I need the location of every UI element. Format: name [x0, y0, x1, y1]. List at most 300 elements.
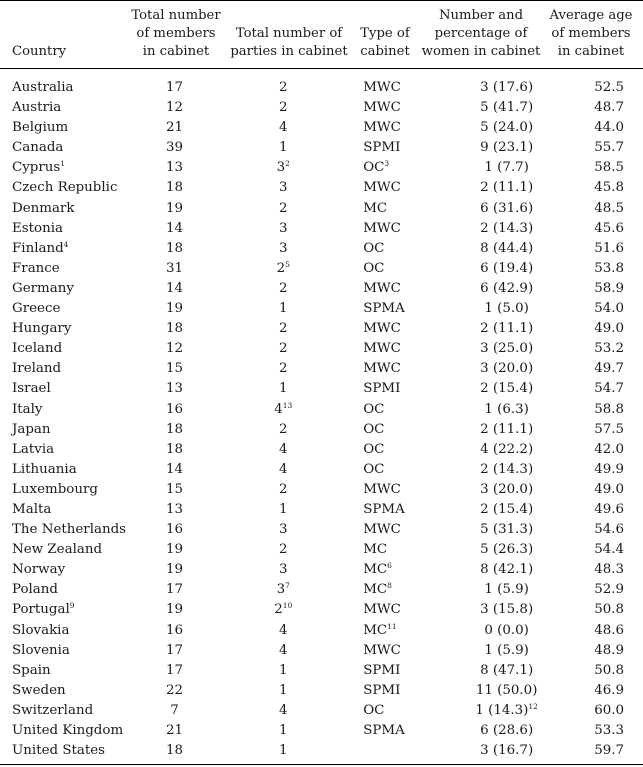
footnote-marker: 5 [285, 259, 290, 269]
cell-age-value: 49.0 [594, 321, 625, 337]
cell-women-value: 8 (42.1) [480, 562, 534, 578]
cell-type-value: OC [363, 240, 385, 256]
cell-age [575, 299, 643, 319]
cell-members [134, 199, 216, 219]
cell-type-value: OC [363, 461, 385, 477]
cell-women [438, 560, 575, 580]
cell-country [0, 661, 134, 681]
cell-age [575, 440, 643, 460]
cell-parties [215, 621, 351, 641]
header-type [355, 25, 415, 61]
cell-members-value: 13 [166, 501, 184, 517]
cell-age-value: 48.3 [594, 562, 625, 578]
cell-women-value: 5 (31.3) [480, 522, 534, 538]
cell-parties-value: 4 [279, 702, 288, 718]
cell-parties [215, 520, 351, 540]
cell-women-value: 2 (11.1) [480, 180, 534, 196]
cell-members-value: 21 [166, 723, 184, 738]
cell-women [438, 480, 575, 500]
cell-members-value: 16 [166, 622, 184, 638]
cell-parties-value: 3 [279, 522, 288, 538]
cell-parties-value: 3 [279, 180, 288, 196]
cell-country [0, 701, 134, 721]
cell-type-value: MC [363, 622, 388, 638]
cell-women-value: 0 (0.0) [484, 622, 529, 638]
header-age [544, 7, 638, 61]
cell-members-value: 16 [166, 522, 184, 538]
cell-country [0, 178, 134, 198]
cell-type [351, 158, 438, 178]
cell-women-value: 2 (11.1) [480, 321, 534, 337]
cell-type [351, 701, 438, 721]
cell-age-value: 54.0 [594, 301, 625, 317]
cell-type [351, 621, 438, 641]
table-row [0, 701, 643, 721]
cell-country [0, 721, 134, 741]
cell-parties [215, 440, 351, 460]
cell-age [575, 199, 643, 219]
cell-women-value: 1 (7.7) [484, 160, 529, 176]
cell-type-value: MWC [363, 280, 401, 296]
cell-country [0, 641, 134, 661]
cell-type-value: MWC [363, 642, 401, 658]
cell-members-value: 17 [166, 642, 184, 658]
cell-members-value: 31 [166, 260, 184, 276]
cell-women-value: 4 (22.2) [480, 441, 534, 457]
cell-parties-value: 1 [279, 381, 288, 397]
cell-parties [215, 721, 351, 741]
cell-age-value: 52.9 [594, 582, 625, 598]
cell-age-value: 49.6 [594, 501, 625, 517]
table-row [0, 540, 643, 560]
cell-women [438, 319, 575, 339]
cell-members-value: 19 [166, 200, 184, 216]
cell-age-value: 55.7 [594, 140, 625, 156]
table-body [0, 78, 643, 761]
cell-type-value: OC [363, 260, 385, 276]
cell-type [351, 359, 438, 379]
cell-members [134, 520, 216, 540]
cell-type [351, 420, 438, 440]
cell-type-value: OC [363, 160, 385, 176]
cell-parties [215, 500, 351, 520]
cell-type [351, 540, 438, 560]
cell-type [351, 219, 438, 239]
header-women [418, 7, 544, 61]
cell-age [575, 400, 643, 420]
table-row [0, 259, 643, 279]
cell-members [134, 279, 216, 299]
cell-parties [215, 199, 351, 219]
cell-parties [215, 339, 351, 359]
table-row [0, 138, 643, 158]
cell-type [351, 339, 438, 359]
cell-type-value: MC [363, 562, 388, 578]
table-row [0, 379, 643, 399]
cell-country [0, 621, 134, 641]
header-line: parties in cabinet [230, 44, 348, 59]
cell-parties-value: 1 [279, 501, 288, 517]
cell-type-value: MC [363, 200, 388, 216]
cell-women [438, 279, 575, 299]
cell-women-value: 8 (47.1) [480, 662, 534, 678]
cell-age-value: 45.6 [594, 220, 625, 236]
cell-age [575, 379, 643, 399]
cell-age [575, 641, 643, 661]
header-line: Number and [438, 8, 524, 23]
cell-women-value: 1 (5.0) [484, 301, 529, 317]
cell-country-value: Estonia [12, 220, 63, 236]
cell-parties-value: 3 [279, 240, 288, 256]
cell-women [438, 158, 575, 178]
cell-age-value: 58.5 [594, 160, 625, 176]
footnote-marker: 11 [387, 621, 397, 631]
cell-country [0, 540, 134, 560]
table-row [0, 359, 643, 379]
cell-type [351, 379, 438, 399]
cell-type [351, 560, 438, 580]
cell-members [134, 319, 216, 339]
cell-women-value: 3 (16.7) [480, 743, 534, 759]
cell-women [438, 339, 575, 359]
cell-parties-value: 1 [279, 301, 288, 317]
cell-members-value: 18 [166, 441, 184, 457]
cell-country [0, 520, 134, 540]
cell-parties-value: 1 [279, 682, 288, 698]
table-row [0, 641, 643, 661]
cell-age [575, 560, 643, 580]
cell-members-value: 14 [166, 461, 184, 477]
cell-type [351, 299, 438, 319]
cell-age [575, 520, 643, 540]
cell-age [575, 98, 643, 118]
table-row [0, 299, 643, 319]
cell-parties [215, 98, 351, 118]
cell-age [575, 600, 643, 620]
cell-country [0, 580, 134, 600]
cell-parties-value: 2 [279, 321, 288, 337]
table-row [0, 118, 643, 138]
cell-members [134, 219, 216, 239]
cell-members-value: 22 [166, 682, 184, 698]
cell-type-value: SPMA [363, 723, 405, 738]
cell-age [575, 580, 643, 600]
table-row [0, 560, 643, 580]
cell-age-value: 48.7 [594, 100, 625, 116]
cell-members [134, 98, 216, 118]
cell-parties-value: 2 [279, 280, 288, 296]
cell-age-value: 58.9 [594, 280, 625, 296]
cell-members [134, 299, 216, 319]
cell-members [134, 239, 216, 259]
cell-age [575, 219, 643, 239]
cell-type-value: SPMI [363, 662, 401, 678]
cell-women-value: 8 (44.4) [480, 240, 534, 256]
cell-members [134, 600, 216, 620]
cell-age-value: 59.7 [594, 743, 625, 759]
cell-members [134, 580, 216, 600]
cell-women [438, 741, 575, 761]
cell-women-value: 9 (23.1) [480, 140, 534, 156]
cell-women-value: 5 (24.0) [480, 120, 534, 136]
cell-age [575, 138, 643, 158]
cell-members-value: 17 [166, 662, 184, 678]
table-row [0, 721, 643, 741]
cell-age-value: 48.9 [594, 642, 625, 658]
cell-country-value: Iceland [12, 341, 63, 357]
cell-country [0, 98, 134, 118]
table-row [0, 480, 643, 500]
cell-members-value: 18 [166, 743, 184, 759]
cell-country [0, 319, 134, 339]
cell-country [0, 420, 134, 440]
cell-parties-value: 2 [279, 100, 288, 116]
cell-women [438, 661, 575, 681]
cell-parties-value: 3 [276, 160, 286, 176]
header-line: Total number [131, 8, 221, 23]
cell-women [438, 359, 575, 379]
cell-parties-value: 3 [279, 562, 288, 578]
cell-type-value: SPMI [363, 682, 401, 698]
cell-members [134, 621, 216, 641]
cell-country-value: Luxembourg [12, 481, 98, 497]
cell-country [0, 681, 134, 701]
cell-age [575, 259, 643, 279]
cell-age [575, 741, 643, 761]
cell-country-value: Canada [12, 140, 64, 156]
cell-parties-value: 4 [279, 461, 288, 477]
cell-women [438, 600, 575, 620]
footnote-marker: 4 [63, 239, 69, 249]
table-row [0, 199, 643, 219]
cell-country [0, 219, 134, 239]
footnote-marker: 2 [285, 159, 290, 169]
cell-age-value: 42.0 [594, 441, 625, 457]
cell-members [134, 741, 216, 761]
cell-parties-value: 2 [279, 542, 288, 558]
cell-age-value: 44.0 [594, 120, 625, 136]
cell-age [575, 420, 643, 440]
cell-members-value: 21 [166, 120, 184, 136]
cell-type [351, 480, 438, 500]
cell-members [134, 359, 216, 379]
cell-parties [215, 259, 351, 279]
table-row [0, 239, 643, 259]
cell-women-value: 2 (14.3) [480, 461, 534, 477]
cell-country-value: France [12, 260, 60, 276]
cell-age-value: 54.7 [594, 381, 625, 397]
cell-country-value: Portugal [12, 602, 70, 618]
table-row [0, 219, 643, 239]
table-row [0, 661, 643, 681]
cell-type [351, 138, 438, 158]
cell-parties-value: 2 [279, 421, 288, 437]
cell-country-value: Sweden [12, 682, 66, 698]
cell-type [351, 580, 438, 600]
cell-women-value: 1 (5.9) [484, 582, 529, 598]
cell-women-value: 3 (20.0) [480, 361, 534, 377]
cell-age [575, 480, 643, 500]
cell-age [575, 359, 643, 379]
cell-type [351, 741, 438, 761]
cell-age-value: 49.7 [594, 361, 625, 377]
cell-parties-value: 3 [279, 220, 288, 236]
cell-country [0, 279, 134, 299]
cell-parties [215, 158, 351, 178]
footnote-marker: 3 [384, 159, 390, 169]
cell-age-value: 51.6 [594, 240, 625, 256]
table-row [0, 339, 643, 359]
cell-parties-value: 2 [279, 200, 288, 216]
bottom-rule [0, 764, 643, 765]
cell-parties [215, 540, 351, 560]
cell-type-value: MWC [363, 100, 401, 116]
cell-women [438, 199, 575, 219]
cell-members-value: 18 [166, 180, 184, 196]
cell-type-value: SPMI [363, 140, 401, 156]
cell-type [351, 199, 438, 219]
header-line: in cabinet [557, 44, 625, 59]
cell-age-value: 50.8 [594, 662, 625, 678]
cell-type [351, 98, 438, 118]
cell-type-value: OC [363, 401, 385, 417]
cell-women-value: 5 (26.3) [480, 542, 534, 558]
cell-parties [215, 219, 351, 239]
table-row [0, 621, 643, 641]
cell-women-value: 6 (19.4) [480, 260, 534, 276]
cell-age [575, 460, 643, 480]
cell-members [134, 641, 216, 661]
cell-women [438, 440, 575, 460]
cell-women-value: 1 (14.3) [475, 702, 529, 718]
cell-parties-value: 1 [279, 140, 288, 156]
footnote-marker: 7 [285, 581, 290, 591]
cell-country [0, 259, 134, 279]
cell-members-value: 15 [166, 481, 184, 497]
cell-age [575, 701, 643, 721]
cell-parties-value: 2 [276, 260, 286, 276]
cell-members [134, 661, 216, 681]
cell-women-value: 11 (50.0) [475, 682, 538, 698]
footnote-marker: 10 [282, 601, 293, 611]
cell-country [0, 440, 134, 460]
header-line: Country [12, 44, 67, 59]
cell-parties [215, 641, 351, 661]
cell-parties [215, 460, 351, 480]
cell-members-value: 13 [166, 160, 184, 176]
table-row [0, 681, 643, 701]
cell-women-value: 5 (41.7) [480, 100, 534, 116]
table-row [0, 319, 643, 339]
cell-women-value: 1 (6.3) [484, 401, 529, 417]
cell-members [134, 78, 216, 98]
cell-type-value: SPMA [363, 301, 405, 317]
cell-country [0, 78, 134, 98]
cell-country-value: Switzerland [12, 702, 94, 718]
cell-country-value: Ireland [12, 361, 62, 377]
cell-members [134, 701, 216, 721]
table-row [0, 440, 643, 460]
cell-women-value: 6 (28.6) [480, 723, 534, 738]
cell-country-value: The Netherlands [12, 522, 127, 538]
cell-type-value: MC [363, 542, 388, 558]
cell-women [438, 701, 575, 721]
cell-parties [215, 239, 351, 259]
table-row [0, 279, 643, 299]
table-row [0, 741, 643, 761]
cell-country [0, 500, 134, 520]
cell-country-value: Norway [12, 562, 66, 578]
cell-age-value: 54.4 [594, 542, 625, 558]
cell-country-value: Poland [12, 582, 58, 598]
cell-age [575, 661, 643, 681]
cell-age [575, 279, 643, 299]
cell-parties-value: 1 [279, 723, 288, 738]
cell-type [351, 460, 438, 480]
cell-women [438, 520, 575, 540]
header-members [126, 7, 226, 61]
cell-members-value: 15 [166, 361, 184, 377]
cell-parties [215, 118, 351, 138]
cell-country-value: Greece [12, 301, 61, 317]
cell-country [0, 741, 134, 761]
cell-type-value: MWC [363, 602, 401, 618]
cell-age [575, 239, 643, 259]
cell-parties-value: 2 [279, 80, 288, 95]
cell-age [575, 721, 643, 741]
cell-country-value: Cyprus [12, 160, 61, 176]
cell-type [351, 178, 438, 198]
header-line: of members [551, 26, 631, 41]
table-row [0, 178, 643, 198]
header-rule [0, 68, 643, 69]
cell-country-value: New Zealand [12, 542, 103, 558]
footnote-marker: 9 [69, 601, 75, 611]
footnote-marker: 6 [387, 561, 392, 571]
cell-members [134, 480, 216, 500]
cell-country-value: Belgium [12, 120, 69, 136]
cell-age [575, 681, 643, 701]
cell-country-value: Italy [12, 401, 43, 417]
cell-members [134, 460, 216, 480]
cell-age [575, 158, 643, 178]
table-row [0, 158, 643, 178]
cell-age [575, 540, 643, 560]
cell-women [438, 239, 575, 259]
cell-country-value: United States [12, 743, 106, 759]
cell-women [438, 540, 575, 560]
cell-parties [215, 379, 351, 399]
cell-members [134, 118, 216, 138]
cell-type [351, 661, 438, 681]
cell-country [0, 118, 134, 138]
cell-members-value: 7 [170, 702, 179, 718]
cell-women-value: 2 (15.4) [480, 381, 534, 397]
cell-parties-value: 1 [279, 743, 288, 759]
cell-age-value: 48.5 [594, 200, 625, 216]
cell-women-value: 6 (31.6) [480, 200, 534, 216]
cell-type-value: OC [363, 702, 385, 718]
cell-women-value: 6 (42.9) [480, 280, 534, 296]
cabinet-table [0, 78, 643, 761]
header-line: cabinet [360, 44, 410, 59]
cell-type [351, 600, 438, 620]
cell-members [134, 138, 216, 158]
cell-parties [215, 480, 351, 500]
cell-parties [215, 299, 351, 319]
cell-parties-value: 4 [279, 441, 288, 457]
cell-women-value: 2 (11.1) [480, 421, 534, 437]
